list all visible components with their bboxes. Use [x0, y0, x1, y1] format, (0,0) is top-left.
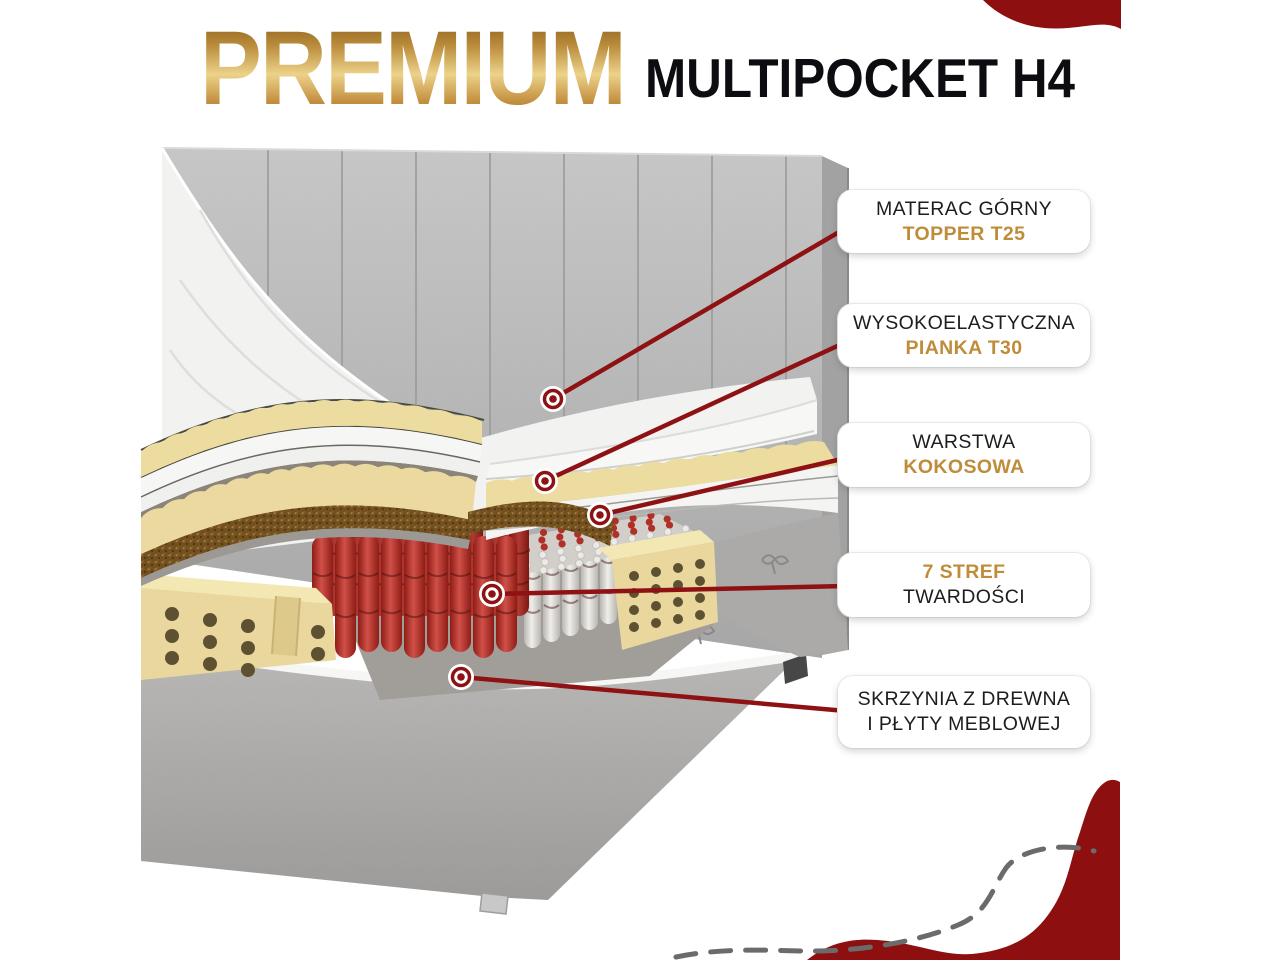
callout-text: MATERAC GÓRNY	[875, 197, 1052, 220]
corner-blob-top-right	[983, 0, 1121, 29]
callout-card-box	[838, 676, 1090, 748]
callout-text: WARSTWA	[912, 431, 1016, 453]
callout-text-accent: TOPPER T25	[902, 222, 1026, 245]
model-title: MULTIPOCKET H4	[645, 47, 1076, 109]
bed-foot	[480, 893, 508, 914]
callout-card-foam	[838, 304, 1090, 367]
callout-card-topper	[838, 190, 1090, 253]
callout-text: I PŁYTY MEBLOWEJ	[867, 713, 1061, 735]
callout-text-accent: PIANKA T30	[905, 336, 1023, 359]
brand-title: PREMIUM	[200, 10, 625, 127]
callout-card-zones	[838, 553, 1090, 617]
callout-card-coconut	[838, 423, 1090, 487]
callout-text-accent: 7 STREF	[922, 561, 1006, 583]
callout-text-accent: KOKOSOWA	[903, 456, 1025, 478]
callout-text: SKRZYNIA Z DREWNA	[857, 688, 1071, 710]
corner-blob-bottom-right	[807, 780, 1120, 960]
callout-text: WYSOKOELASTYCZNA	[852, 311, 1076, 334]
callout-text: TWARDOŚCI	[902, 586, 1026, 608]
latex-block-left	[141, 574, 336, 680]
